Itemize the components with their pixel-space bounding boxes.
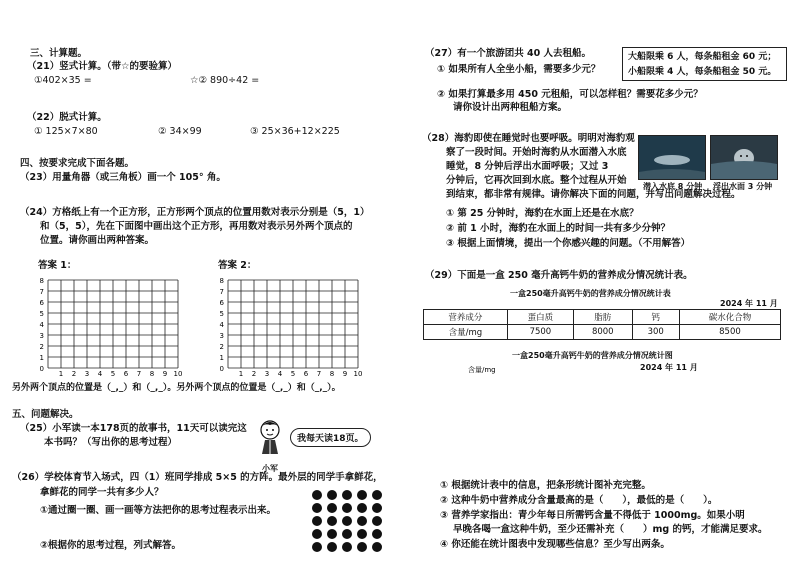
grid-x-tick: 1 [58, 370, 64, 376]
q29-a: ① 根据统计表中的信息，把条形统计图补充完整。 [440, 480, 651, 491]
grid-y-tick: 4 [219, 321, 224, 329]
dot [372, 516, 382, 526]
boy-name: 小军 [262, 464, 278, 473]
grid-y-tick: 5 [219, 310, 224, 318]
q22-a: ① 125×7×80 [34, 126, 98, 137]
q28-b: ② 前 1 小时，海豹在水面上的时间一共有多少分钟？ [446, 223, 671, 234]
boat-price-box [622, 47, 787, 81]
td-protein: 7500 [507, 325, 573, 340]
grid-x-tick: 8 [149, 370, 155, 376]
q21-a: ①402×35 = [34, 75, 92, 86]
q22-c: ③ 25×36+12×225 [250, 126, 340, 137]
q26-line1: （26）学校体育节入场式，四（1）班同学排成 5×5 的方阵。最外层的同学手拿鲜花， [12, 472, 383, 483]
q22-b: ② 34×99 [158, 126, 202, 137]
grid-x-tick: 1 [238, 370, 244, 376]
grid-y-tick: 2 [219, 343, 224, 351]
grid-y-tick: 7 [219, 288, 224, 296]
chart-title: 一盒250毫升高钙牛奶的营养成分情况统计图 [512, 351, 673, 360]
q27-b: ② 如果打算最多用 450 元租船，可以怎样租？需要花多少元？ [437, 89, 703, 100]
section5-heading: 五、问题解决。 [12, 409, 79, 420]
grid-y-tick: 3 [219, 332, 224, 340]
dot [312, 490, 322, 500]
grid-x-tick: 5 [110, 370, 116, 376]
grid-x-tick: 7 [316, 370, 322, 376]
q23: （23）用量角器（或三角板）画一个 105° 角。 [20, 172, 226, 183]
grid-x-tick: 8 [329, 370, 335, 376]
q27-title: （27）有一个旅游团共 40 人去租船。 [425, 48, 592, 59]
grid-y-tick: 7 [39, 288, 44, 296]
dot [357, 516, 367, 526]
grid-x-tick: 2 [251, 370, 257, 376]
q27-b2: 请你设计出两种租船方案。 [453, 102, 568, 113]
grid-x-tick: 7 [136, 370, 142, 376]
td-fat: 8000 [574, 325, 632, 340]
cap-underwater: 潜入水底 8 分钟 [643, 182, 703, 191]
th-1: 蛋白质 [507, 310, 573, 325]
q28-line2: 察了一段时间。开始时海豹从水面潜入水底 [446, 147, 627, 158]
q26-b: ②根据你的思考过程，列式解答。 [40, 540, 182, 551]
price-big-boat: 大船限乘 6 人，每条船租金 60 元； [628, 52, 777, 62]
section4-heading: 四、按要求完成下面各题。 [20, 158, 135, 169]
th-2: 脂肪 [574, 310, 632, 325]
dot [327, 503, 337, 513]
grid-y-tick: 6 [39, 299, 44, 307]
seal-surface-photo [710, 135, 778, 180]
dot [312, 503, 322, 513]
dot [327, 542, 337, 552]
dot [342, 490, 352, 500]
dot [342, 529, 352, 539]
th-3: 钙 [632, 310, 679, 325]
dot [357, 503, 367, 513]
seal-underwater-photo [638, 135, 706, 180]
grid-y-tick: 4 [39, 321, 44, 329]
grid-y-tick: 0 [39, 365, 44, 373]
grid-answer1[interactable] [36, 272, 186, 376]
td-calcium: 300 [632, 325, 679, 340]
q28-line5: 到结束，都非常有规律。请你解决下面的问题，并写出问题解决过程。 [446, 189, 741, 200]
grid-y-tick: 1 [219, 354, 224, 362]
dot [312, 542, 322, 552]
td-carbs: 8500 [679, 325, 780, 340]
table-header-row [424, 310, 781, 325]
grid-y-tick: 8 [219, 277, 224, 285]
cap-surface: 浮出水面 3 分钟 [713, 182, 773, 191]
dot [372, 542, 382, 552]
dot [357, 529, 367, 539]
grid-y-tick: 2 [39, 343, 44, 351]
dot [357, 542, 367, 552]
q27-a: ① 如果所有人全坐小船，需要多少元？ [437, 64, 601, 75]
other-vertices: 另外两个顶点的位置是（_,_）和（_,_）。另外两个顶点的位置是（_,_）和（_,_）。 [12, 383, 341, 393]
dot [342, 503, 352, 513]
grid-x-tick: 5 [290, 370, 296, 376]
q28-line4: 分钟后，它再次回到水底。整个过程从开始 [446, 175, 627, 186]
q26-a: ①通过圈一圈、画一画等方法把你的思考过程表示出来。 [40, 505, 277, 516]
q28-a: ① 第 25 分钟时，海豹在水面上还是在水底？ [446, 208, 639, 219]
answer1-label: 答案 1： [38, 260, 77, 271]
table-date: 2024 年 11 月 [720, 299, 778, 308]
th-0: 营养成分 [424, 310, 508, 325]
speech-bubble: 我每天读18页。 [290, 428, 371, 447]
dot [372, 529, 382, 539]
chart-ylabel: 含量/mg [468, 366, 496, 374]
q24-line1: （24）方格纸上有一个正方形，正方形两个顶点的位置用数对表示分别是（5，1） [20, 207, 370, 218]
q29-b: ② 这种牛奶中营养成分含量最高的是（ ），最低的是（ ）。 [440, 495, 718, 506]
dot [327, 529, 337, 539]
grid-x-tick: 2 [71, 370, 77, 376]
section3-heading: 三、计算题。 [30, 48, 88, 59]
table-title: 一盒250毫升高钙牛奶的营养成分情况统计表 [510, 289, 671, 298]
grid-x-tick: 3 [84, 370, 90, 376]
dot [372, 503, 382, 513]
dot [342, 542, 352, 552]
table-row [424, 325, 781, 340]
q26-line2: 拿鲜花的同学一共有多少人？ [40, 487, 164, 498]
q24-line2: 和（5，5），先在下面图中画出这个正方形，再用数对表示另外两个顶点的 [40, 221, 353, 232]
grid-x-tick: 4 [277, 370, 283, 376]
dot-array-5x5 [312, 490, 394, 560]
q28-line3: 睡觉，8 分钟后浮出水面呼吸；又过 3 [446, 161, 609, 172]
grid-x-tick: 9 [162, 370, 168, 376]
dot [357, 490, 367, 500]
grid-answer2[interactable] [216, 272, 366, 376]
q29-c: ③ 营养学家指出：青少年每日所需钙含量不得低于 1000mg。如果小明 [440, 510, 745, 521]
q29-c2: 早晚各喝一盒这种牛奶，至少还需补充（ ）mg 的钙，才能满足要求。 [453, 524, 768, 535]
q25-line2: 本书吗？（写出你的思考过程） [44, 437, 178, 448]
grid-y-tick: 1 [39, 354, 44, 362]
q22-title: （22）脱式计算。 [27, 112, 107, 123]
q28-line1: （28）海豹即使在睡觉时也要呼吸。明明对海豹观 [422, 133, 635, 144]
grid-y-tick: 5 [39, 310, 44, 318]
q29-d: ④ 你还能在统计图表中发现哪些信息？至少写出两条。 [440, 539, 670, 550]
boy-illustration [255, 418, 285, 464]
grid-x-tick: 9 [342, 370, 348, 376]
nutrition-bar-chart[interactable] [452, 366, 782, 474]
q29-title: （29）下面是一盒 250 毫升高钙牛奶的营养成分情况统计表。 [425, 270, 693, 281]
dot [312, 529, 322, 539]
grid-x-tick: 10 [353, 370, 363, 376]
grid-x-tick: 4 [97, 370, 103, 376]
dot [372, 490, 382, 500]
answer2-label: 答案 2： [218, 260, 257, 271]
grid-y-tick: 6 [219, 299, 224, 307]
q28-c: ③ 根据上面情境，提出一个你感兴趣的问题。（不用解答） [446, 238, 691, 249]
dot [342, 516, 352, 526]
q25-line1: （25）小军读一本178页的故事书，11天可以读完这 [20, 423, 247, 434]
grid-x-tick: 6 [123, 370, 129, 376]
q21-b: ☆② 890÷42 = [190, 75, 260, 86]
th-4: 碳水化合物 [679, 310, 780, 325]
grid-y-tick: 0 [219, 365, 224, 373]
price-small-boat: 小船限乘 4 人，每条船租金 50 元。 [628, 67, 777, 77]
q24-line3: 位置。请你画出两种答案。 [40, 235, 155, 246]
row-label: 含量/mg [424, 325, 508, 340]
grid-x-tick: 10 [173, 370, 183, 376]
chart-date: 2024 年 11 月 [640, 363, 698, 372]
dot [312, 516, 322, 526]
dot [327, 516, 337, 526]
grid-y-tick: 3 [39, 332, 44, 340]
q21-title: （21）竖式计算。（带☆的要验算） [27, 61, 177, 72]
grid-x-tick: 3 [264, 370, 270, 376]
nutrition-table [423, 309, 781, 340]
grid-y-tick: 8 [39, 277, 44, 285]
dot [327, 490, 337, 500]
grid-x-tick: 6 [303, 370, 309, 376]
